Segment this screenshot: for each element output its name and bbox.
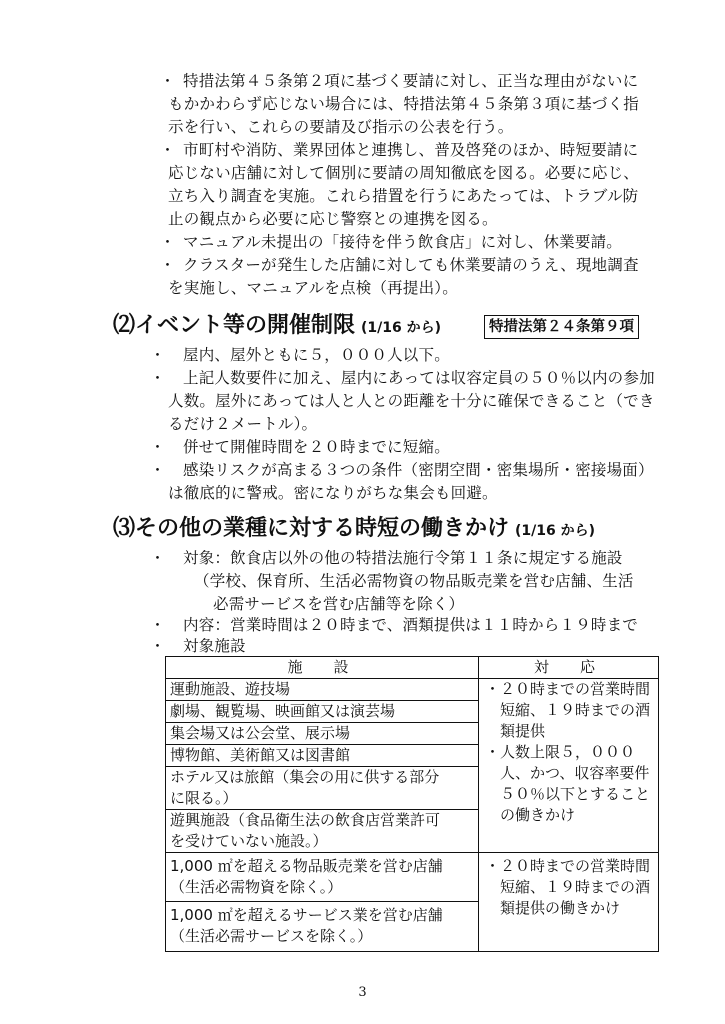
section-title: その他の業種に対する時短の働きかけ [135,516,510,541]
text-line: 併せて開催時間を２０時までに短縮。 [183,438,450,456]
bullet: ・ [150,549,166,567]
facility-line: 遊興施設（食品衛生法の飲食店営業許可 [170,811,441,829]
text-line: は徹底的に警戒。密になりがちな集会も回避。 [168,484,498,502]
text-line: 屋内、屋外ともに５，０００人以下。 [183,346,450,364]
text-line: マニュアル未提出の「接待を伴う飲食店」に対し、休業要請。 [183,233,622,251]
section2-heading [113,311,441,343]
facility-cell: 劇場、観覧場、映画館又は演芸場 [166,701,479,723]
table-header-row [166,657,659,679]
text-line: 示を行い、これらの要請及び指示の公表を行う。 [168,118,514,136]
header-response: 対 応 [479,657,659,679]
facility-cell [166,853,479,902]
section-date: (1/16 から) [361,320,442,336]
section-title: イベント等の開催制限 [135,313,356,338]
response-cell [479,853,659,952]
text-line: るだけ２メートル）。 [168,415,318,433]
text-line: 内容：営業時間は２０時まで、酒類提供は１１時から１９時まで [183,616,638,634]
section-number: ⑵ [113,313,136,338]
response-line: ５０％以下とすること [485,785,651,803]
text-line: 感染リスクが高まる３つの条件（密閉空間・密集場所・密接場面） [183,461,654,479]
bullet: ・ [160,141,176,159]
response-line: 人、かつ、収容率要件 [485,764,650,782]
text-line: 対象：飲食店以外の他の特措法施行令第１１条に規定する施設 [183,549,623,567]
text-line: 止の観点から必要に応じ警察との連携を図る。 [168,210,498,228]
bullet: ・ [160,256,176,274]
law-reference-box: 特措法第２４条第９項 [484,315,639,339]
table-row [166,679,659,701]
text-line: 市町村や消防、業界団体と連携し、普及啓発のほか、時短要請に [183,141,639,159]
text-line: 応じない店舗に対して個別に要請の周知徹底を図る。必要に応じ、 [168,164,640,182]
text-line: を実施し、マニュアルを点検（再提出）。 [168,279,458,297]
text-line: クラスターが発生した店舗に対しても休業要請のうえ、現地調査 [183,256,639,274]
facilities-table [165,656,659,952]
header-facility: 施 設 [166,657,479,679]
text-line: 必需サービスを営む店舗等を除く） [213,595,465,613]
bullet: ・ [150,369,166,387]
text-line: 人数。屋外にあっては人と人との距離を十分に確保できること（でき [168,392,655,410]
response-line: 類提供の働きかけ [485,899,621,917]
response-line: ・２０時までの営業時間 [485,857,651,875]
text-line: 特措法第４５条第２項に基づく要請に対し、正当な理由がないに [183,72,639,90]
bullet: ・ [150,616,166,634]
bullet: ・ [150,637,166,655]
response-line: 類提供 [485,722,546,740]
response-cell [479,679,659,853]
response-line: 短縮、１９時までの酒 [485,878,651,896]
facility-cell [166,902,479,952]
facility-line: を受けていない施設。） [170,832,328,850]
facility-line: （生活必需物資を除く。） [170,878,343,896]
bullet: ・ [160,72,176,90]
response-line: ・人数上限５，０００ [485,743,636,761]
section-date: (1/16 から) [515,523,596,539]
facility-cell [166,767,479,810]
facility-cell: 運動施設、遊技場 [166,679,479,701]
facility-line: 1,000 ㎡を超える物品販売業を営む店舗 [170,857,443,875]
bullet: ・ [150,461,166,479]
facility-line: （生活必需サービスを除く。） [170,927,373,945]
text-line: 立ち入り調査を実施。これら措置を行うにあたっては、トラブル防 [168,187,639,205]
bullet: ・ [150,438,166,456]
page-number: 3 [358,985,367,1000]
facility-cell: 博物館、美術館又は図書館 [166,745,479,767]
facility-line: に限る。） [170,789,238,807]
bullet: ・ [160,233,176,251]
table-row [166,853,659,902]
bullet: ・ [150,346,166,364]
text-line: 上記人数要件に加え、屋内にあっては収容定員の５０％以内の参加 [183,369,655,387]
facility-line: 1,000 ㎡を超えるサービス業を営む店舗 [170,906,443,924]
facility-line: ホテル又は旅館（集会の用に供する部分 [170,768,440,786]
section3-heading [113,514,595,546]
section-number: ⑶ [113,516,136,541]
response-line: ・２０時までの営業時間 [485,680,651,698]
text-line: （学校、保育所、生活必需物資の物品販売業を営む店舗、生活 [194,572,634,590]
text-line: もかかわらず応じない場合には、特措法第４５条第３項に基づく指 [168,95,640,113]
response-line: 短縮、１９時までの酒 [485,701,651,719]
facility-cell: 集会場又は公会堂、展示場 [166,723,479,745]
response-line: の働きかけ [485,806,576,824]
text-line: 対象施設 [183,637,246,655]
facility-cell [166,810,479,853]
